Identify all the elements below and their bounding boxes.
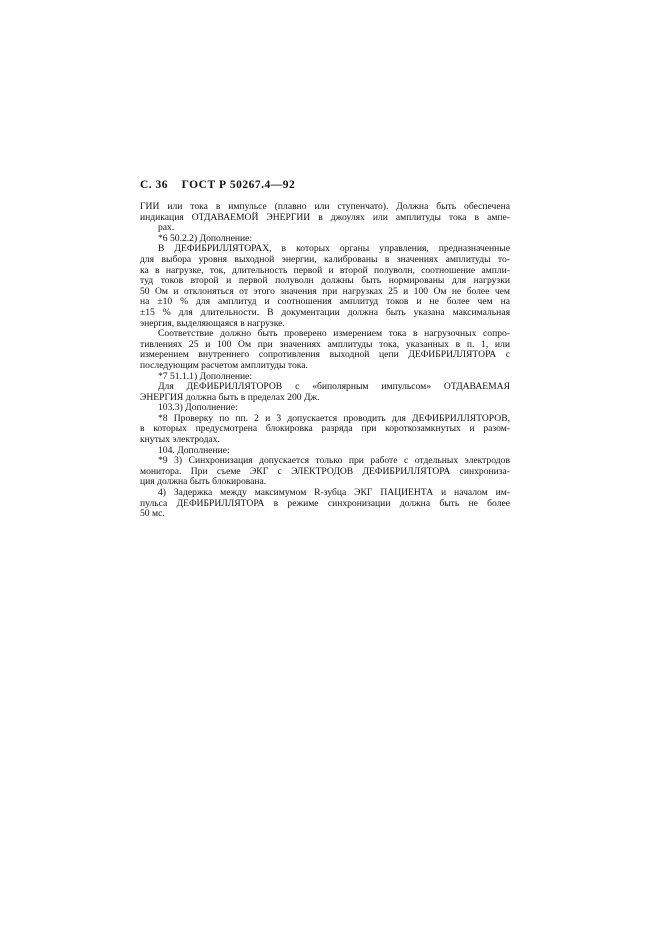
text-line: пульса ДЕФИБРИЛЛЯТОРА в режиме синхронизации должна быть не более	[140, 497, 510, 509]
text-line: В ДЕФИБРИЛЛЯТОРАХ, в которых органы управления, предназначенные	[158, 243, 510, 255]
text-line: в которых предусмотрена блокировка разряда при короткозамкнутых и разом-	[140, 423, 510, 435]
text-line: измерением внутреннего сопротивления выходной цепи ДЕФИБРИЛЛЯТОРА с	[140, 349, 510, 361]
text-line: 4) Задержка между максимумом R-зубца ЭКГ ПАЦИЕНТА и началом им-	[158, 487, 510, 499]
page-number: С. 36	[140, 179, 169, 191]
text-line: туд токов второй и первой полуволн должны быть нормированы для нагрузки	[140, 275, 510, 287]
text-line: последующим расчетом амплитуды тока.	[140, 359, 308, 371]
standard-code: ГОСТ Р 50267.4—92	[181, 179, 296, 191]
text-line: ГИИ или тока в импульсе (плавно или ступенчато). Должна быть обеспечена	[140, 201, 510, 212]
text-line: рах.	[158, 222, 175, 234]
text-line: ция должна быть блокирована.	[140, 476, 267, 488]
text-line: 50 мс.	[140, 508, 165, 520]
text-line: 104. Дополнение:	[158, 444, 230, 456]
page-header	[140, 179, 295, 191]
text-line: *7 51.1.1) Дополнение:	[158, 370, 253, 382]
text-line: энергия, выделяющаяся в нагрузке.	[140, 317, 285, 329]
text-line: тивлениях 25 и 100 Ом при значениях амплитуды тока, указанных в п. 1, или	[140, 338, 510, 350]
text-line: индикация ОТДАВАЕМОЙ ЭНЕРГИИ в джоулях или амплитуды тока в ампе-	[140, 211, 510, 223]
text-line: *9 3) Синхронизация допускается только при работе с отдельных электродов	[158, 455, 510, 467]
text-line: 50 Ом и отклоняться от этого значения при нагрузках 25 и 100 Ом не более чем	[140, 285, 510, 297]
text-line: Соответствие должно быть проверено измерением тока в нагрузочных сопро-	[158, 328, 510, 340]
text-line: *6 50.2.2) Дополнение:	[158, 232, 253, 244]
text-line: кнутых электродах.	[140, 434, 220, 446]
text-line: Для ДЕФИБРИЛЛЯТОРОВ с «биполярным импульсом» ОТДАВАЕМАЯ	[158, 381, 510, 393]
text-line: монитора. При съеме ЭКГ с ЭЛЕКТРОДОВ ДЕФИБРИЛЛЯТОРА синхрониза-	[140, 465, 510, 477]
text-line: *8 Проверку по пп. 2 и 3 допускается проводить для ДЕФИБРИЛЛЯТОРОВ,	[158, 412, 510, 424]
text-line: ЭНЕРГИЯ должна быть в пределах 200 Дж.	[140, 391, 320, 403]
text-line: ±15 % для длительности. В документации должна быть указана максимальная	[140, 306, 510, 318]
text-line: 103.3) Дополнение:	[158, 402, 238, 414]
text-line: на ±10 % для амплитуд и соотношения амплитуд токов и не более чем на	[140, 296, 510, 308]
body-text	[140, 202, 510, 520]
text-line: для выбора уровня выходной энергии, калиброваны в значениях амплитуды то-	[140, 253, 510, 265]
text-line: ка в нагрузке, ток, длительность первой и второй полуволн, соотношение ампли-	[140, 264, 510, 276]
